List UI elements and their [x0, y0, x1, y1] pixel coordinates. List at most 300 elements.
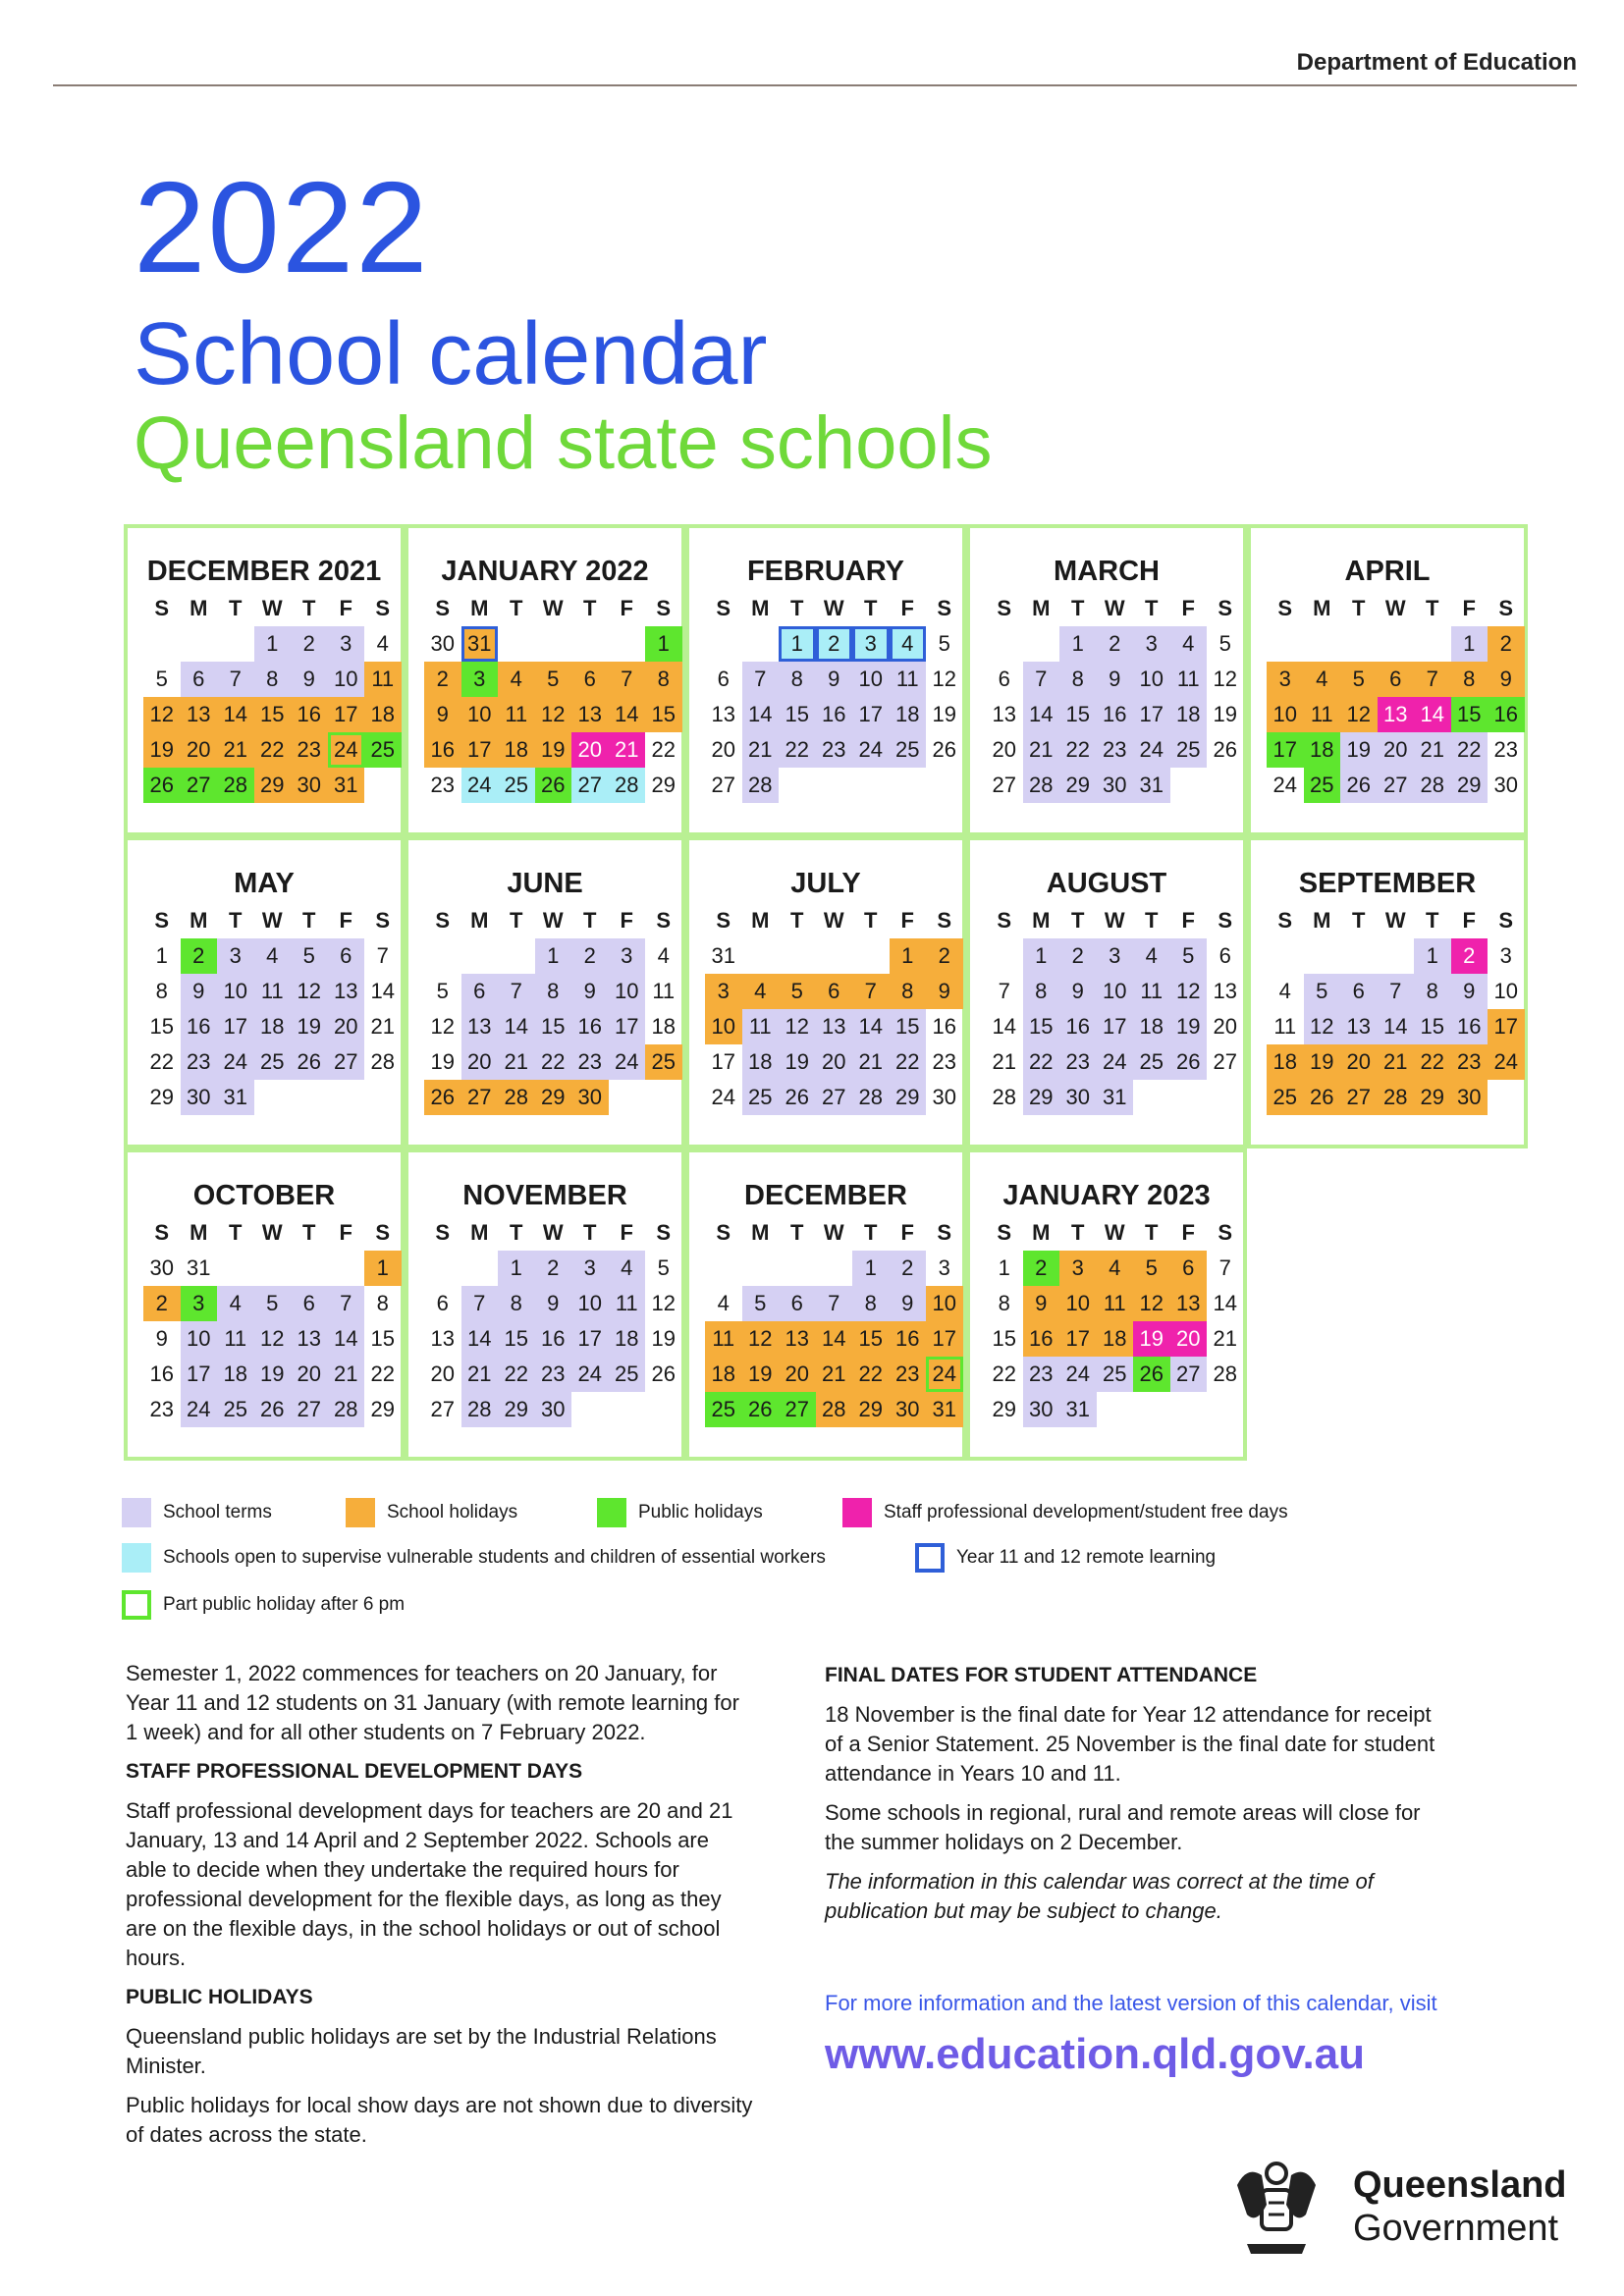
- day-cell: 11: [498, 697, 535, 732]
- day-cell: 11: [1273, 1014, 1297, 1039]
- weekday-label: S: [937, 908, 952, 933]
- day-cell: 16: [1097, 697, 1134, 732]
- day-cell: 8: [1023, 974, 1060, 1009]
- weekday-label: W: [1104, 1220, 1125, 1245]
- empty-cell: [424, 1251, 461, 1286]
- day-cell: 24: [711, 1085, 735, 1109]
- day-cell: 6: [1378, 662, 1415, 697]
- day-cell: 14: [1213, 1291, 1237, 1315]
- day-cell: 20: [711, 737, 735, 762]
- legend-vulnerable: [122, 1543, 826, 1573]
- day-cell: 21: [992, 1049, 1016, 1074]
- day-cell: 1: [645, 626, 682, 662]
- week-row: [424, 1009, 682, 1044]
- day-cell: 23: [571, 1044, 609, 1080]
- week-row: [705, 626, 963, 662]
- weekday-label: T: [1145, 908, 1159, 933]
- month-grid: [143, 591, 402, 803]
- day-cell: 16: [932, 1014, 956, 1039]
- day-cell: 17: [1488, 1009, 1525, 1044]
- weekday-label: F: [1181, 1220, 1195, 1245]
- day-cell: 27: [181, 768, 218, 803]
- legend-label: Staff professional development/student free days: [884, 1502, 1288, 1522]
- weekday-label: M: [751, 1220, 770, 1245]
- month-december-2021: [124, 524, 405, 836]
- empty-cell: [291, 1080, 328, 1115]
- logo-line-2: Government: [1353, 2208, 1559, 2249]
- day-cell: 20: [992, 737, 1016, 762]
- day-cell: 28: [992, 1085, 1016, 1109]
- day-cell: 19: [651, 1326, 676, 1351]
- empty-cell: [217, 626, 254, 662]
- day-cell: 6: [328, 938, 365, 974]
- day-cell: 18: [1267, 1044, 1304, 1080]
- day-cell: 16: [424, 732, 461, 768]
- week-row: [705, 768, 963, 803]
- weekday-label: T: [302, 908, 316, 933]
- month-name: MARCH: [1054, 556, 1160, 587]
- day-cell: 12: [1133, 1286, 1170, 1321]
- website-link[interactable]: www.education.qld.gov.au: [825, 2030, 1366, 2078]
- day-cell: 14: [609, 697, 646, 732]
- day-cell: 31: [187, 1255, 211, 1280]
- day-cell: 9: [1097, 662, 1134, 697]
- day-cell: 7: [609, 662, 646, 697]
- day-cell: 25: [742, 1080, 780, 1115]
- day-cell: 15: [852, 1321, 890, 1357]
- day-cell: 3: [1059, 1251, 1097, 1286]
- weekday-label: W: [823, 908, 844, 933]
- day-cell: 19: [1340, 732, 1378, 768]
- day-cell: 23: [181, 1044, 218, 1080]
- month-name: AUGUST: [1046, 868, 1167, 899]
- day-cell: 4: [609, 1251, 646, 1286]
- weekday-label: F: [900, 596, 914, 620]
- legend-label: Year 11 and 12 remote learning: [956, 1547, 1217, 1568]
- weekday-label: T: [229, 908, 243, 933]
- day-cell: 31: [461, 626, 499, 662]
- empty-cell: [535, 626, 572, 662]
- day-cell: 5: [1218, 631, 1231, 656]
- day-cell: 28: [609, 768, 646, 803]
- weekday-label: S: [1277, 596, 1293, 620]
- day-cell: 29: [535, 1080, 572, 1115]
- week-row: [705, 1080, 963, 1115]
- day-cell: 3: [181, 1286, 218, 1321]
- weekday-label: T: [864, 596, 878, 620]
- header-rule: [53, 84, 1577, 86]
- weekday-label: T: [583, 596, 597, 620]
- empty-cell: [1304, 626, 1341, 662]
- day-cell: 28: [370, 1049, 395, 1074]
- day-cell: 17: [1097, 1009, 1134, 1044]
- week-row: [143, 974, 402, 1009]
- day-cell: 4: [717, 1291, 730, 1315]
- week-row: [986, 1392, 1244, 1427]
- week-row: [705, 938, 963, 974]
- empty-cell: [1267, 626, 1304, 662]
- day-cell: 26: [1170, 1044, 1208, 1080]
- day-cell: 6: [291, 1286, 328, 1321]
- weekday-label: W: [1384, 908, 1406, 933]
- week-row: [705, 1286, 963, 1321]
- day-cell: 8: [998, 1291, 1010, 1315]
- day-cell: 3: [705, 974, 742, 1009]
- weekday-label: S: [375, 1220, 391, 1245]
- day-cell: 2: [571, 938, 609, 974]
- month-june: [405, 836, 685, 1148]
- day-cell: 20: [1170, 1321, 1208, 1357]
- empty-cell: [816, 1251, 853, 1286]
- day-cell: 5: [535, 662, 572, 697]
- day-cell: 4: [890, 626, 927, 662]
- day-cell: 17: [328, 697, 365, 732]
- day-cell: 11: [1170, 662, 1208, 697]
- empty-cell: [571, 1392, 609, 1427]
- day-cell: 2: [1451, 938, 1489, 974]
- day-cell: 5: [1304, 974, 1341, 1009]
- week-row: [424, 662, 682, 697]
- day-cell: 28: [461, 1392, 499, 1427]
- week-row: [143, 768, 402, 803]
- week-row: [143, 626, 402, 662]
- day-cell: 17: [1267, 732, 1304, 768]
- day-cell: 25: [705, 1392, 742, 1427]
- day-cell: 23: [1451, 1044, 1489, 1080]
- vulnerable-swatch: [122, 1543, 151, 1573]
- day-cell: 17: [217, 1009, 254, 1044]
- day-cell: 10: [1059, 1286, 1097, 1321]
- day-cell: 1: [498, 1251, 535, 1286]
- day-cell: 18: [1304, 732, 1341, 768]
- week-row: [705, 732, 963, 768]
- day-cell: 4: [1278, 979, 1291, 1003]
- week-row: [705, 1044, 963, 1080]
- day-cell: 14: [1378, 1009, 1415, 1044]
- day-cell: 6: [717, 667, 730, 691]
- day-cell: 21: [609, 732, 646, 768]
- day-cell: 28: [852, 1080, 890, 1115]
- week-row: [1267, 732, 1525, 768]
- week-row: [705, 1251, 963, 1286]
- day-cell: 29: [1059, 768, 1097, 803]
- day-cell: 20: [1378, 732, 1415, 768]
- weekday-label: S: [937, 596, 952, 620]
- final-dates-paragraph: 18 November is the final date for Year 12 attendance for receipt of a Senior Statement. 25 November is the final date for student attendance in Years 10 and 11.: [825, 1702, 1435, 1786]
- week-row: [143, 732, 402, 768]
- weekday-label: S: [1498, 908, 1514, 933]
- day-cell: 9: [1059, 974, 1097, 1009]
- empty-cell: [461, 938, 499, 974]
- day-cell: 3: [571, 1251, 609, 1286]
- month-name: JUNE: [507, 868, 583, 899]
- day-cell: 23: [932, 1049, 956, 1074]
- day-cell: 10: [705, 1009, 742, 1044]
- left-column: [126, 1659, 754, 2160]
- day-cell: 7: [1023, 662, 1060, 697]
- day-cell: 12: [143, 697, 181, 732]
- day-cell: 12: [651, 1291, 676, 1315]
- day-cell: 3: [1097, 938, 1134, 974]
- month-may: [124, 836, 405, 1148]
- school-terms-swatch: [122, 1498, 151, 1527]
- weekday-header-row: [986, 903, 1244, 938]
- day-cell: 2: [1097, 626, 1134, 662]
- legend-label: Schools open to supervise vulnerable students and children of essential workers: [163, 1547, 826, 1568]
- day-cell: 26: [1213, 737, 1237, 762]
- day-cell: 8: [779, 662, 816, 697]
- day-cell: 7: [852, 974, 890, 1009]
- day-cell: 27: [291, 1392, 328, 1427]
- day-cell: 26: [1304, 1080, 1341, 1115]
- weekday-label: W: [1384, 596, 1406, 620]
- day-cell: 31: [217, 1080, 254, 1115]
- day-cell: 22: [1023, 1044, 1060, 1080]
- week-row: [143, 938, 402, 974]
- week-row: [986, 662, 1244, 697]
- day-cell: 25: [1170, 732, 1208, 768]
- day-cell: 12: [932, 667, 956, 691]
- day-cell: 23: [535, 1357, 572, 1392]
- month-april: [1247, 524, 1528, 836]
- day-cell: 1: [1451, 626, 1489, 662]
- day-cell: 27: [328, 1044, 365, 1080]
- day-cell: 4: [254, 938, 292, 974]
- day-cell: 24: [609, 1044, 646, 1080]
- day-cell: 18: [1097, 1321, 1134, 1357]
- week-row: [424, 974, 682, 1009]
- weekday-label: S: [656, 908, 672, 933]
- day-cell: 20: [328, 1009, 365, 1044]
- day-cell: 11: [364, 662, 402, 697]
- month-name: MAY: [234, 868, 295, 899]
- day-cell: 24: [1488, 1044, 1525, 1080]
- day-cell: 14: [1414, 697, 1451, 732]
- day-cell: 6: [1170, 1251, 1208, 1286]
- day-cell: 10: [609, 974, 646, 1009]
- week-row: [143, 1357, 402, 1392]
- day-cell: 2: [181, 938, 218, 974]
- week-row: [705, 974, 963, 1009]
- queensland-government-logo: [1218, 2146, 1581, 2264]
- week-row: [143, 1392, 402, 1427]
- week-row: [986, 732, 1244, 768]
- day-cell: 10: [571, 1286, 609, 1321]
- day-cell: 13: [1378, 697, 1415, 732]
- week-row: [1267, 626, 1525, 662]
- empty-cell: [364, 1080, 402, 1115]
- week-row: [1267, 974, 1525, 1009]
- day-cell: 16: [890, 1321, 927, 1357]
- day-cell: 7: [742, 662, 780, 697]
- day-cell: 27: [779, 1392, 816, 1427]
- day-cell: 2: [291, 626, 328, 662]
- day-cell: 19: [254, 1357, 292, 1392]
- day-cell: 9: [155, 1326, 168, 1351]
- day-cell: 3: [1133, 626, 1170, 662]
- weekday-header-row: [143, 903, 402, 938]
- day-cell: 31: [1133, 768, 1170, 803]
- day-cell: 29: [149, 1085, 174, 1109]
- day-cell: 28: [498, 1080, 535, 1115]
- day-cell: 5: [779, 974, 816, 1009]
- day-cell: 4: [1133, 938, 1170, 974]
- day-cell: 13: [1340, 1009, 1378, 1044]
- day-cell: 5: [1170, 938, 1208, 974]
- day-cell: 19: [932, 702, 956, 726]
- day-cell: 8: [376, 1291, 389, 1315]
- day-cell: 20: [779, 1357, 816, 1392]
- day-cell: 2: [424, 662, 461, 697]
- month-grid: [424, 1215, 682, 1427]
- day-cell: 27: [430, 1397, 455, 1421]
- day-cell: 17: [852, 697, 890, 732]
- day-cell: 5: [436, 979, 449, 1003]
- day-cell: 5: [657, 1255, 670, 1280]
- weekday-label: W: [261, 596, 283, 620]
- day-cell: 29: [1023, 1080, 1060, 1115]
- day-cell: 21: [1378, 1044, 1415, 1080]
- empty-cell: [217, 1251, 254, 1286]
- day-cell: 25: [1097, 1357, 1134, 1392]
- empty-cell: [291, 1251, 328, 1286]
- day-cell: 19: [779, 1044, 816, 1080]
- day-cell: 25: [645, 1044, 682, 1080]
- day-cell: 12: [779, 1009, 816, 1044]
- title-subtitle: Queensland state schools: [134, 401, 993, 485]
- day-cell: 15: [890, 1009, 927, 1044]
- day-cell: 21: [217, 732, 254, 768]
- day-cell: 11: [1304, 697, 1341, 732]
- day-cell: 16: [291, 697, 328, 732]
- weekday-label: W: [823, 596, 844, 620]
- weekday-label: T: [864, 1220, 878, 1245]
- weekday-label: W: [261, 908, 283, 933]
- day-cell: 1: [1414, 938, 1451, 974]
- day-cell: 1: [890, 938, 927, 974]
- day-cell: 22: [254, 732, 292, 768]
- month-july: [685, 836, 966, 1148]
- day-cell: 30: [932, 1085, 956, 1109]
- day-cell: 28: [1213, 1362, 1237, 1386]
- empty-cell: [742, 938, 780, 974]
- weekday-label: T: [1071, 908, 1085, 933]
- month-grid: [143, 903, 402, 1115]
- week-row: [1267, 938, 1525, 974]
- week-row: [424, 1357, 682, 1392]
- empty-cell: [254, 1251, 292, 1286]
- weekday-label: W: [1104, 596, 1125, 620]
- day-cell: 15: [535, 1009, 572, 1044]
- day-cell: 29: [852, 1392, 890, 1427]
- week-row: [1267, 1009, 1525, 1044]
- day-cell: 14: [852, 1009, 890, 1044]
- empty-cell: [609, 1080, 646, 1115]
- weekday-label: T: [864, 908, 878, 933]
- weekday-label: T: [302, 1220, 316, 1245]
- week-row: [424, 1286, 682, 1321]
- month-name: OCTOBER: [192, 1180, 336, 1211]
- weekday-label: F: [900, 908, 914, 933]
- right-column: [825, 1657, 1453, 1936]
- day-cell: 4: [1097, 1251, 1134, 1286]
- legend-school-holidays: [346, 1498, 517, 1527]
- weekday-label: F: [339, 908, 352, 933]
- day-cell: 29: [1451, 768, 1489, 803]
- day-cell: 24: [217, 1044, 254, 1080]
- day-cell: 13: [779, 1321, 816, 1357]
- weekday-label: S: [1498, 596, 1514, 620]
- day-cell: 4: [376, 631, 389, 656]
- weekday-header-row: [705, 1215, 963, 1251]
- day-cell: 29: [992, 1397, 1016, 1421]
- weekday-label: F: [1462, 596, 1476, 620]
- day-cell: 18: [217, 1357, 254, 1392]
- disclaimer-paragraph: The information in this calendar was correct at the time of publication but may be subject to change.: [825, 1869, 1374, 1923]
- legend-remote-learning: [915, 1543, 1216, 1573]
- logo-wordmark: [1353, 2163, 1567, 2250]
- day-cell: 7: [217, 662, 254, 697]
- day-cell: 25: [1267, 1080, 1304, 1115]
- day-cell: 6: [816, 974, 853, 1009]
- day-cell: 31: [711, 943, 735, 968]
- day-cell: 3: [217, 938, 254, 974]
- weekday-label: S: [656, 596, 672, 620]
- day-cell: 11: [217, 1321, 254, 1357]
- day-cell: 8: [1059, 662, 1097, 697]
- day-cell: 14: [992, 1014, 1016, 1039]
- day-cell: 10: [217, 974, 254, 1009]
- day-cell: 4: [1170, 626, 1208, 662]
- part-holiday-swatch: [122, 1590, 151, 1620]
- week-row: [143, 697, 402, 732]
- empty-cell: [328, 1251, 365, 1286]
- day-cell: 19: [143, 732, 181, 768]
- day-cell: 12: [1304, 1009, 1341, 1044]
- weekday-label: T: [1426, 596, 1439, 620]
- day-cell: 23: [149, 1397, 174, 1421]
- day-cell: 26: [779, 1080, 816, 1115]
- day-cell: 26: [651, 1362, 676, 1386]
- month-december: [685, 1148, 966, 1461]
- empty-cell: [705, 1251, 742, 1286]
- day-cell: 13: [1170, 1286, 1208, 1321]
- day-cell: 8: [155, 979, 168, 1003]
- day-cell: 20: [1340, 1044, 1378, 1080]
- day-cell: 23: [890, 1357, 927, 1392]
- day-cell: 23: [1023, 1357, 1060, 1392]
- day-cell: 18: [1133, 1009, 1170, 1044]
- day-cell: 1: [364, 1251, 402, 1286]
- day-cell: 16: [1488, 697, 1525, 732]
- week-row: [986, 1251, 1244, 1286]
- week-row: [705, 1357, 963, 1392]
- empty-cell: [852, 938, 890, 974]
- week-row: [424, 626, 682, 662]
- week-row: [986, 974, 1244, 1009]
- empty-cell: [705, 626, 742, 662]
- day-cell: 21: [328, 1357, 365, 1392]
- day-cell: 27: [1378, 768, 1415, 803]
- month-name: APRIL: [1344, 556, 1431, 587]
- day-cell: 26: [143, 768, 181, 803]
- day-cell: 30: [890, 1392, 927, 1427]
- day-cell: 17: [181, 1357, 218, 1392]
- month-february: [685, 524, 966, 836]
- empty-cell: [986, 938, 1023, 974]
- weekday-label: M: [751, 596, 770, 620]
- week-row: [143, 1080, 402, 1115]
